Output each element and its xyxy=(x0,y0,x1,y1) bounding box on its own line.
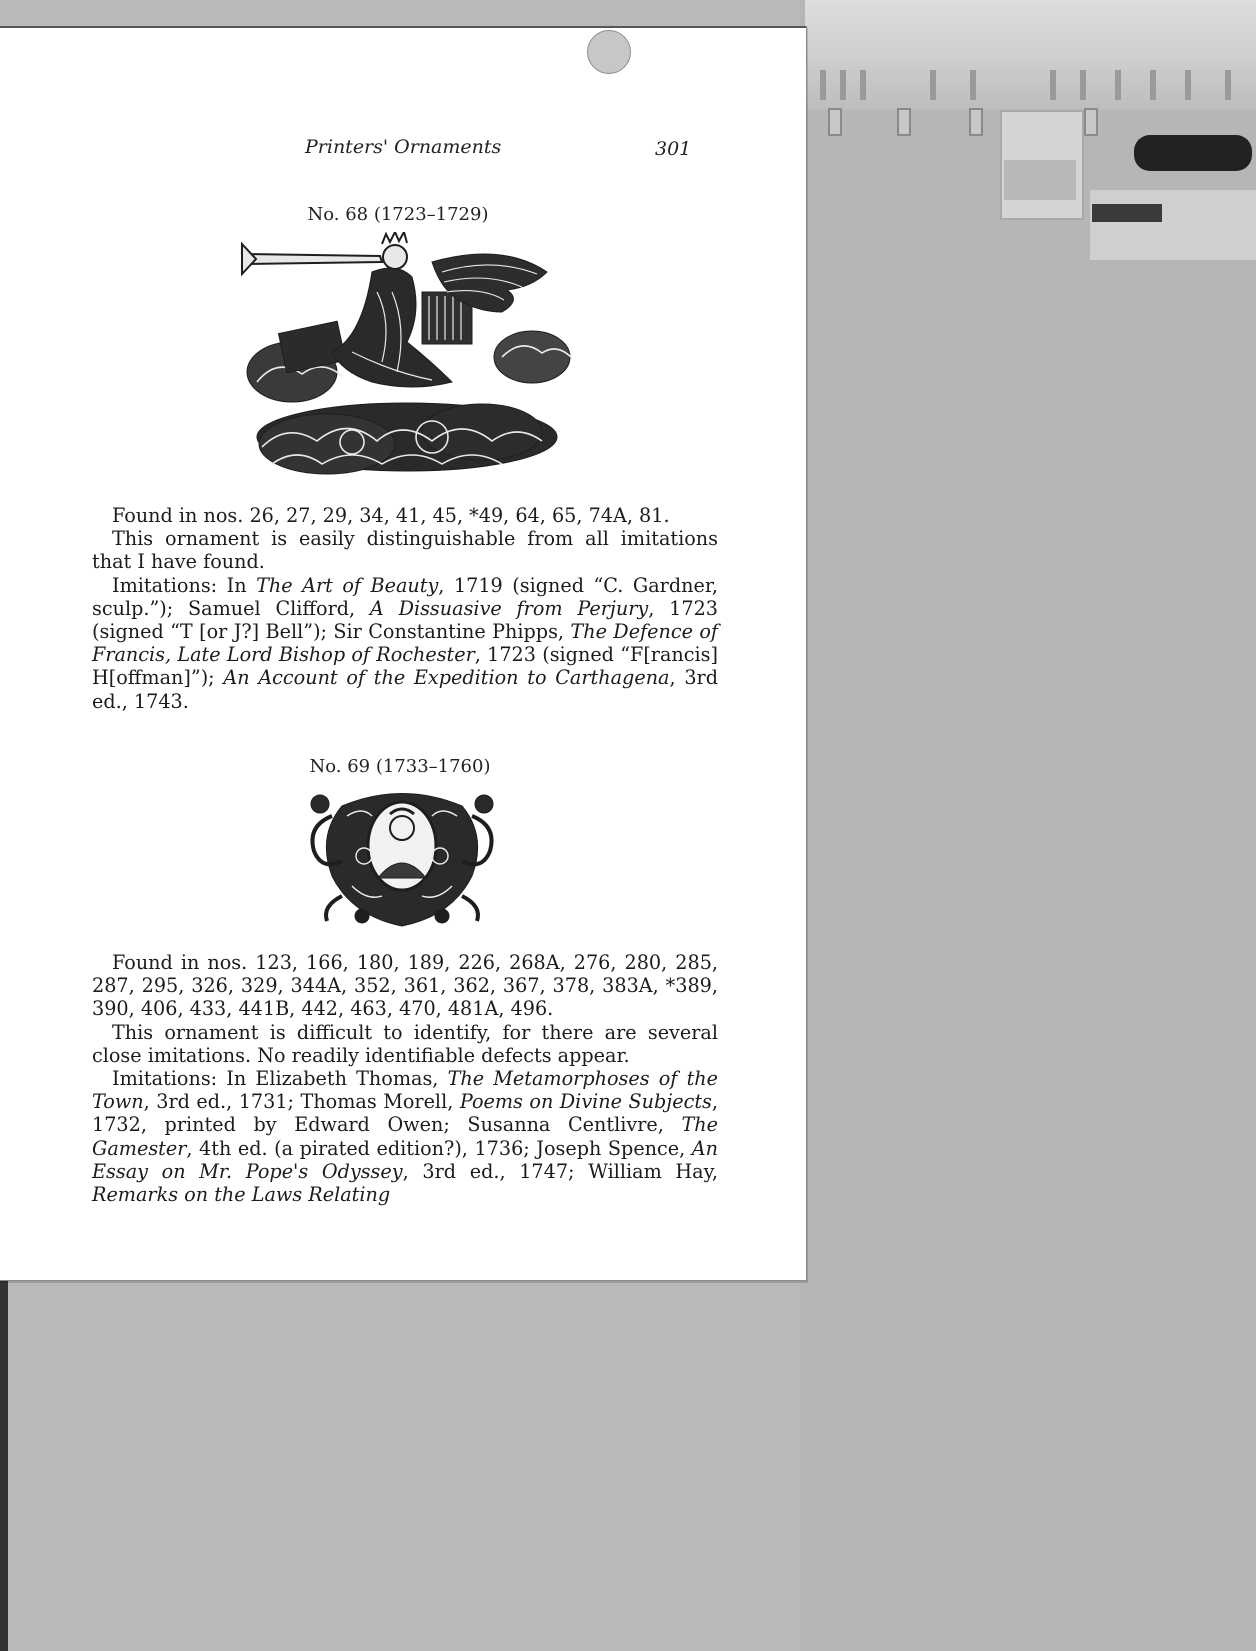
italic-title: A Dissuasive from Perjury xyxy=(369,596,649,620)
running-head: Printers' Ornaments xyxy=(305,136,502,158)
page-number: 301 xyxy=(655,138,692,160)
rail-slot xyxy=(1050,70,1056,100)
scanner-sensor xyxy=(1092,204,1162,222)
text-run: , 3rd ed., 1747; William Hay, xyxy=(402,1159,718,1183)
scanner-housing-window xyxy=(1004,160,1076,200)
scanner-edge xyxy=(0,1280,8,1651)
page-top-edge xyxy=(0,26,806,28)
ornament-69-caption: No. 69 (1733–1760) xyxy=(309,756,491,777)
text-run: , 1719 (signed “C. Gardner, sculp.”); Samuel Clifford, xyxy=(92,573,718,620)
text-run: , 1732, printed by Edward Owen; Susanna Centlivre, xyxy=(92,1090,719,1137)
italic-title: An Essay on Mr. Pope's Odyssey xyxy=(92,1136,718,1183)
rail-slot xyxy=(860,70,866,100)
found-in-list: Found in nos. 123, 166, 180, 189, 226, 268A, 276, 280, 285, 287, 295, 326, 329, 344A, 352, 361, 362, 367, 378, 383A, *389, 390, 406, 433, 441B, 442, 463, 470, 481A, 496. xyxy=(92,951,718,1021)
scanner-rail xyxy=(805,0,1256,110)
imitations-paragraph xyxy=(92,574,718,713)
text-run: , 3rd ed., 1743. xyxy=(92,666,718,713)
ornament-description: This ornament is difficult to identify, for there are several close imitations. No readily identifiable defects appear. xyxy=(92,1020,718,1067)
scanner-tab xyxy=(1084,108,1098,136)
text-run: Imitations: In Elizabeth Thomas, xyxy=(112,1067,448,1091)
text-run: , 1723 (signed “T [or J?] Bell”); Sir Constantine Phipps, xyxy=(92,596,718,644)
italic-title: An Account of the Expedition to Carthagena xyxy=(223,666,670,690)
italic-title: The Defence of Francis, Late Lord Bishop of Rochester xyxy=(92,620,718,667)
italic-title: The Art of Beauty xyxy=(256,573,439,597)
italic-title: Poems on Divine Subjects xyxy=(459,1090,712,1114)
rail-slot xyxy=(1150,70,1156,100)
fame-trumpeter-woodcut xyxy=(232,232,577,486)
italic-title: Remarks on the Laws Relating xyxy=(92,1183,391,1207)
scanner-ledge xyxy=(1090,190,1256,260)
italic-title: The Gamester xyxy=(92,1113,718,1160)
scanner-tab xyxy=(828,108,842,136)
italic-title: The Metamorphoses of the Town xyxy=(92,1067,718,1114)
scanner-tab xyxy=(897,108,911,136)
imitations-paragraph xyxy=(92,1067,718,1206)
rail-slot xyxy=(1080,70,1086,100)
text-run: , 4th ed. (a pirated edition?), 1736; Joseph Spence, xyxy=(186,1136,692,1160)
portrait-cartouche-woodcut xyxy=(302,786,502,931)
text-run: , 1723 (signed “F[rancis] H[offman]”); xyxy=(92,643,718,690)
scanner-tab xyxy=(969,108,983,136)
punch-hole xyxy=(587,30,631,74)
scanner-roller xyxy=(1134,135,1252,171)
text-run: Imitations: In xyxy=(112,573,257,597)
text-run: , 3rd ed., 1731; Thomas Morell, xyxy=(143,1090,460,1114)
found-in-list: Found in nos. 26, 27, 29, 34, 41, 45, *49, 64, 65, 74A, 81. xyxy=(112,504,670,527)
rail-slot xyxy=(1115,70,1121,100)
rail-slot xyxy=(1225,70,1231,100)
rail-slot xyxy=(820,70,826,100)
rail-slot xyxy=(1185,70,1191,100)
ornament-68-caption: No. 68 (1723–1729) xyxy=(307,204,489,225)
rail-slot xyxy=(930,70,936,100)
ornament-68-notes xyxy=(92,504,718,713)
rail-slot xyxy=(970,70,976,100)
ornament-69-notes xyxy=(92,951,718,1206)
rail-slot xyxy=(840,70,846,100)
ornament-description: This ornament is easily distinguishable from all imitations that I have found. xyxy=(92,527,718,574)
